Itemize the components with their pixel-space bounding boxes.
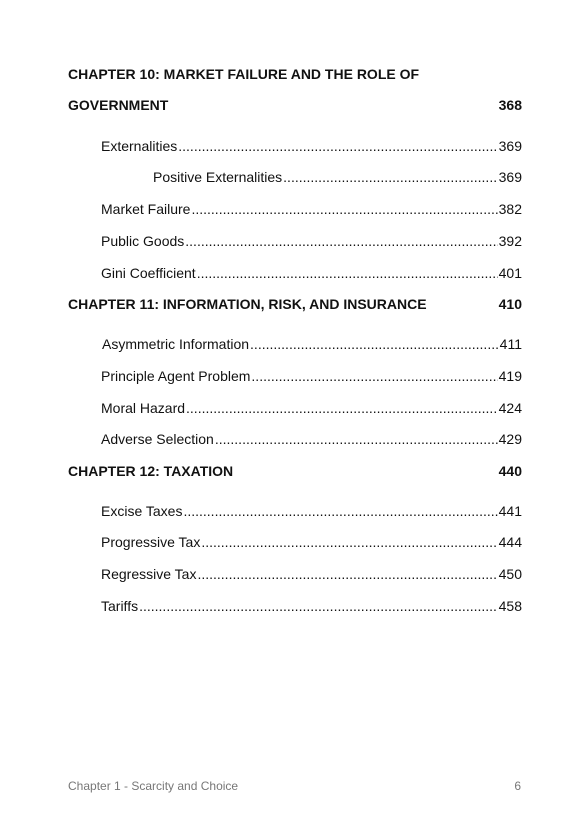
toc-entry-page: 444 <box>498 534 522 550</box>
toc-entry-label: Externalities <box>101 138 178 154</box>
dot-leader <box>197 264 498 282</box>
chapter-heading <box>68 295 522 313</box>
chapter-heading <box>68 65 522 83</box>
toc-entry-label: Asymmetric Information <box>102 336 250 352</box>
toc-entry-page: 411 <box>499 336 522 352</box>
toc-entry-label: Regressive Tax <box>101 566 197 582</box>
dot-leader <box>183 502 497 520</box>
chapter-heading <box>68 96 522 114</box>
toc-entry-page: 458 <box>498 598 522 614</box>
toc-entry-page: 392 <box>498 233 522 249</box>
toc-entry-label: Adverse Selection <box>101 431 214 447</box>
toc-subentry[interactable] <box>153 168 522 186</box>
chapter-heading <box>68 462 522 480</box>
toc-entry-page: 419 <box>498 368 522 384</box>
toc-entry[interactable] <box>101 565 522 583</box>
toc-entry-label: Positive Externalities <box>153 169 283 185</box>
toc-entry-label: Excise Taxes <box>101 503 183 519</box>
chapter-page-number: 368 <box>498 97 522 113</box>
footer-chapter-label: Chapter 1 - Scarcity and Choice <box>68 779 239 793</box>
footer-page-number: 6 <box>514 779 521 793</box>
toc-entry[interactable] <box>101 200 522 218</box>
toc-entry-label: Market Failure <box>101 201 191 217</box>
toc-entry[interactable] <box>101 367 522 385</box>
dot-leader <box>197 565 497 583</box>
dot-leader <box>251 367 497 385</box>
toc-entry[interactable] <box>101 137 522 155</box>
toc-entry[interactable] <box>101 399 522 417</box>
toc-entry[interactable] <box>101 597 522 615</box>
chapter-title: GOVERNMENT <box>68 97 169 113</box>
dot-leader <box>215 430 498 448</box>
toc-entry-label: Principle Agent Problem <box>101 368 251 384</box>
toc-entry-label: Tariffs <box>101 598 139 614</box>
dot-leader <box>250 335 499 353</box>
dot-leader <box>139 597 498 615</box>
toc-entry-page: 424 <box>498 400 522 416</box>
toc-entry[interactable] <box>101 430 522 448</box>
dot-leader <box>186 399 498 417</box>
toc-entry-label: Progressive Tax <box>101 534 201 550</box>
toc-entry[interactable] <box>101 502 522 520</box>
chapter-title: CHAPTER 10: MARKET FAILURE AND THE ROLE OF <box>68 66 420 82</box>
toc-entry-page: 429 <box>498 431 522 447</box>
toc-entry-page: 450 <box>498 566 522 582</box>
chapter-title: CHAPTER 12: TAXATION <box>68 463 234 479</box>
toc-entry[interactable] <box>101 533 522 551</box>
chapter-page-number: 410 <box>498 296 522 312</box>
toc-entry[interactable] <box>101 264 522 282</box>
toc-entry-label: Public Goods <box>101 233 185 249</box>
toc-entry-page: 441 <box>498 503 522 519</box>
dot-leader <box>185 232 497 250</box>
toc-entry[interactable] <box>102 335 522 353</box>
toc-entry-label: Moral Hazard <box>101 400 186 416</box>
dot-leader <box>191 200 497 218</box>
toc-entry-label: Gini Coefficient <box>101 265 196 281</box>
dot-leader <box>178 137 497 155</box>
dot-leader <box>283 168 497 186</box>
toc-entry-page: 401 <box>498 265 522 281</box>
toc-entry-page: 369 <box>498 169 522 185</box>
chapter-title: CHAPTER 11: INFORMATION, RISK, AND INSURANCE <box>68 296 427 312</box>
toc-entry-page: 369 <box>498 138 522 154</box>
chapter-page-number: 440 <box>498 463 522 479</box>
dot-leader <box>201 533 497 551</box>
toc-entry[interactable] <box>101 232 522 250</box>
toc-entry-page: 382 <box>498 201 522 217</box>
